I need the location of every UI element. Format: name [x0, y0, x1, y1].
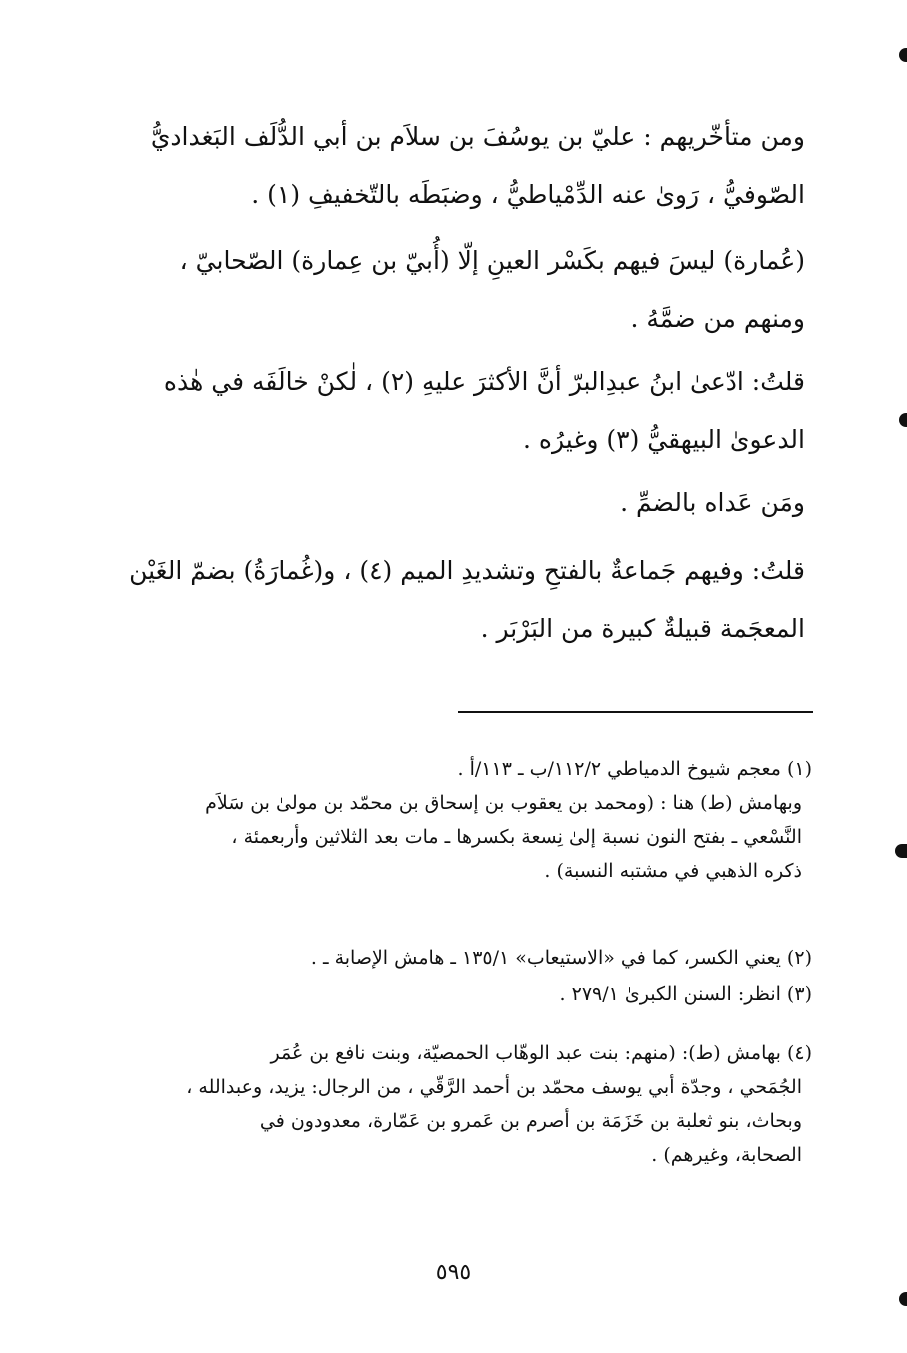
page-number: ٥٩٥	[435, 1260, 472, 1285]
footnote-4	[100, 1036, 812, 1172]
footnote-line: الصحابة، وغيرهم) .	[651, 1144, 802, 1166]
paragraph-ghumara	[100, 542, 805, 658]
paragraph-ibn-abd-al-barr	[100, 353, 805, 469]
footnote-2	[100, 941, 812, 975]
footnote-line: النَّسْعي ـ بفتح النون نسبة إلىٰ نِسعة بكسرها ـ مات بعد الثلاثين وأربعمئة ،	[231, 826, 802, 848]
footnote-line: وبهامش (ط) هنا : (ومحمد بن يعقوب بن إسحاق بن محمّد بن مولىٰ بن سَلاَم	[205, 792, 802, 814]
scan-edge-mark	[899, 48, 907, 62]
paragraph-ibn-yusuf	[100, 108, 805, 224]
footnote-1	[100, 752, 812, 888]
scan-edge-mark	[899, 413, 907, 427]
footnote-line: (٣) انظر: السنن الكبرىٰ ٢٧٩/١ .	[559, 983, 812, 1005]
text-line: ومن متأخّريهم : عليّ بن يوسُفَ بن سلاَم بن أبي الدُّلَف البَغداديُّ	[150, 122, 805, 151]
paragraph-damm	[100, 474, 805, 532]
text-line: الدعوىٰ البيهقيُّ (٣) وغيرُه .	[522, 425, 805, 454]
text-line: الصّوفيُّ ، رَوىٰ عنه الدِّمْياطيُّ ، وضبَطَه بالتّخفيفِ (١) .	[251, 180, 805, 209]
paragraph-umara	[100, 232, 805, 348]
footnote-3	[100, 977, 812, 1011]
scan-edge-mark	[899, 1292, 907, 1306]
scan-edge-mark	[895, 844, 907, 858]
text-line: قلتُ: ادّعىٰ ابنُ عبدِالبرّ أنَّ الأكثرَ عليهِ (٢) ، لٰكنْ خالَفَه في هٰذه	[163, 367, 805, 396]
footnote-line: (٤) بهامش (ط): (منهم: بنت عبد الوهّاب الحمصيّة، وبنت نافع بن عُمَر	[270, 1042, 812, 1064]
footnote-separator	[458, 711, 813, 713]
text-line: قلتُ: وفيهم جَماعةٌ بالفتحِ وتشديدِ الميم (٤) ، و(غُمارَةُ) بضمّ الغَيْن	[129, 556, 805, 585]
text-line: (عُمارة) ليسَ فيهم بكَسْر العينِ إلّا (أُبيّ بن عِمارة) الصّحابيّ ،	[179, 246, 805, 275]
footnote-line: ذكره الذهبي في مشتبه النسبة) .	[544, 860, 802, 882]
text-line: ومَن عَداه بالضمِّ .	[620, 488, 805, 517]
footnote-line: (١) معجم شيوخ الدمياطي ١١٢/٢/ب ـ ١١٣/أ .	[457, 758, 812, 780]
text-line: ومنهم من ضمَّهُ .	[630, 304, 805, 333]
footnote-line: وبحاث، بنو ثعلبة بن خَزَمَة بن أصرم بن عَمرو بن عَمّارة، معدودون في	[259, 1110, 802, 1132]
footnote-line: (٢) يعني الكسر، كما في «الاستيعاب» ١٣٥/١ ـ هامش الإصابة ـ .	[310, 947, 812, 969]
text-line: المعجَمة قبيلةٌ كبيرة من البَرْبَر .	[480, 614, 805, 643]
footnote-line: الجُمَحي ، وجدّة أبي يوسف محمّد بن أحمد الرَّقّي ، من الرجال: يزيد، وعبدالله ،	[186, 1076, 802, 1098]
